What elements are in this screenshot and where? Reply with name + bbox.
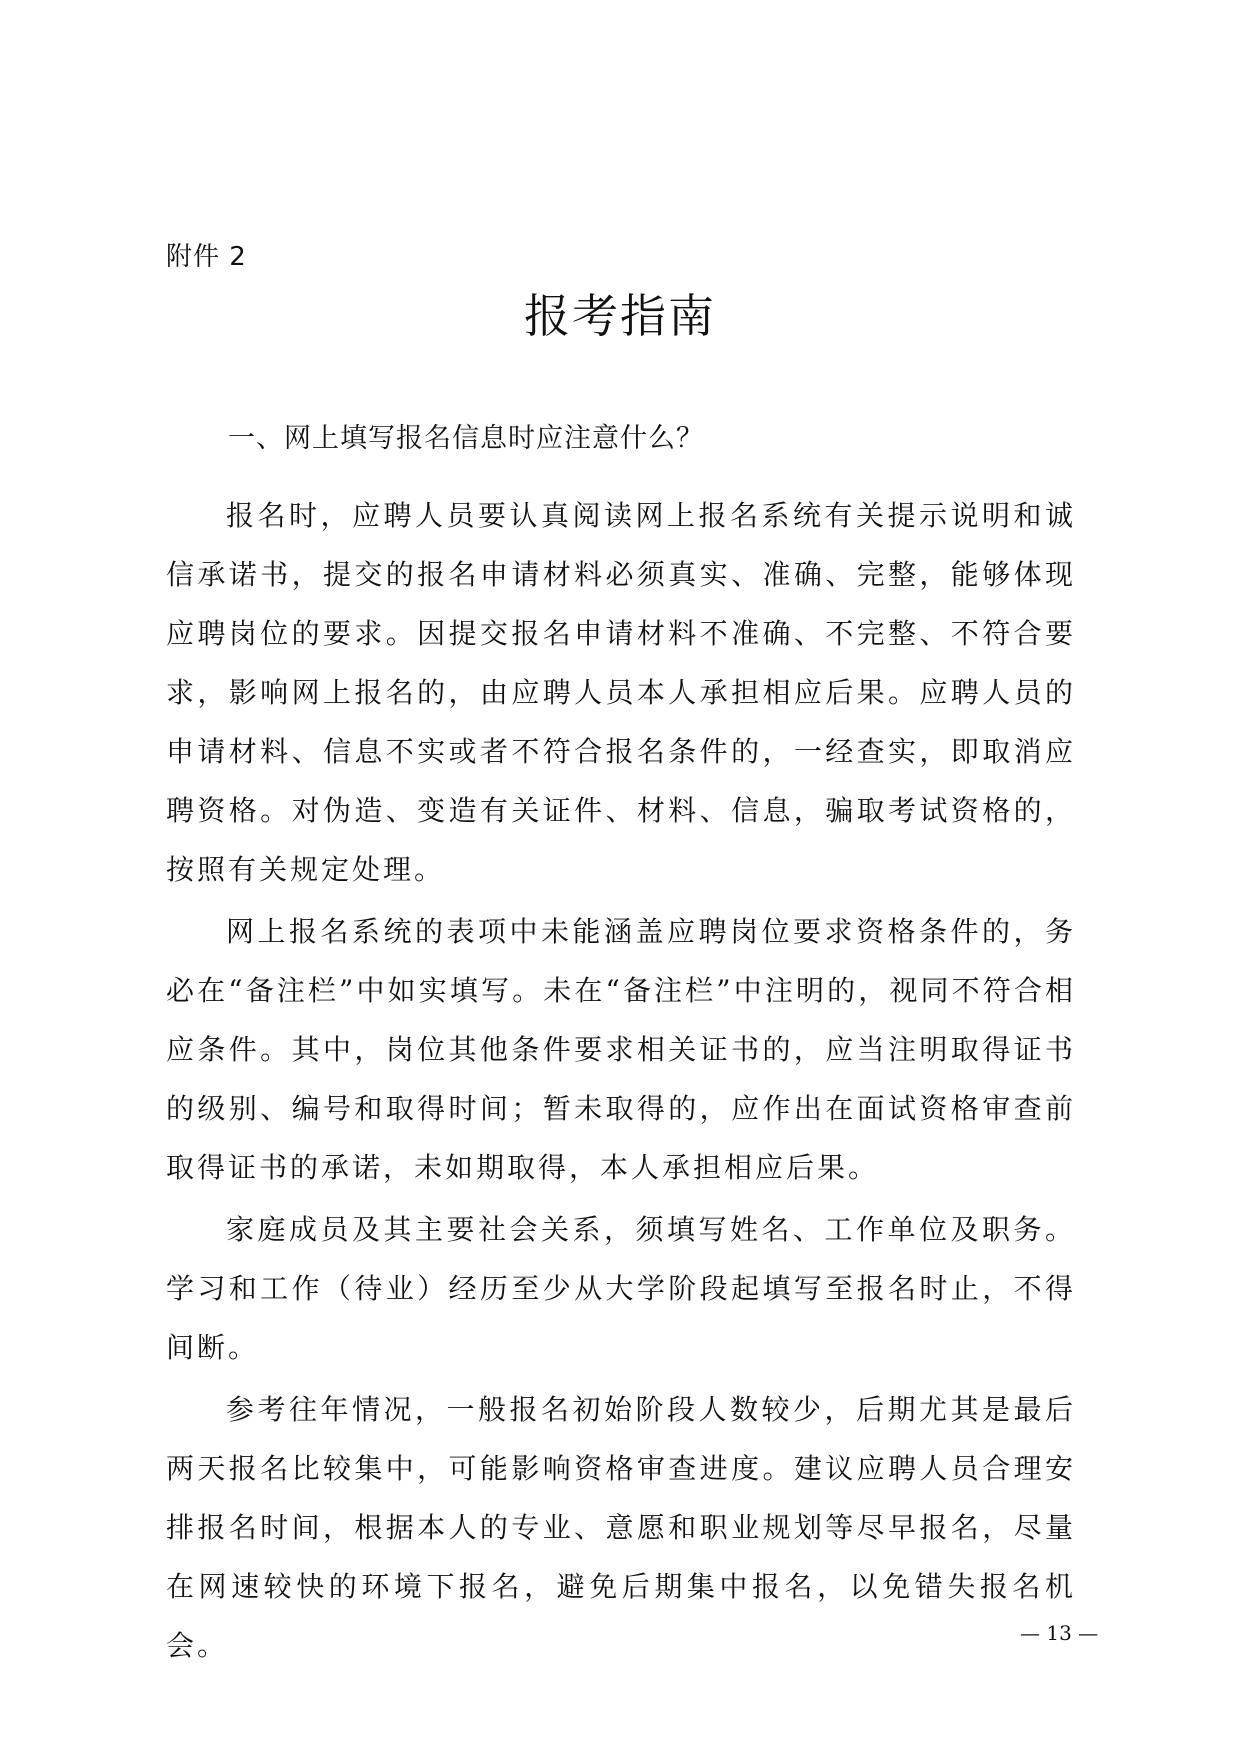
document-title: 报考指南 [524,289,716,343]
paragraph: 网上报名系统的表项中未能涵盖应聘岗位要求资格条件的，务必在“备注栏”中如实填写。未在“备注栏”中注明的，视同不符合相应条件。其中，岗位其他条件要求相关证书的，应当注明取得证书的级别、编号和取得时间；暂未取得的，应作出在面试资格审查前取得证书的承诺，未如期取得，本人承担相应后果。 [166,915,1076,1184]
document-body [166,420,1076,1678]
attachment-label: 附件 2 [166,242,247,272]
paragraph: 报名时，应聘人员要认真阅读网上报名系统有关提示说明和诚信承诺书，提交的报名申请材料必须真实、准确、完整，能够体现应聘岗位的要求。因提交报名申请材料不准确、不完整、不符合要求，影响网上报名的，由应聘人员本人承担相应后果。应聘人员的申请材料、信息不实或者不符合报名条件的，一经查实，即取消应聘资格。对伪造、变造有关证件、材料、信息，骗取考试资格的，按照有关规定处理。 [166,499,1076,886]
page-number: — 13 — [1020,1621,1099,1645]
paragraph: 家庭成员及其主要社会关系，须填写姓名、工作单位及职务。学习和工作（待业）经历至少从大学阶段起填写至报名时止，不得间断。 [166,1213,1076,1364]
section-heading: 一、网上填写报名信息时应注意什么？ [228,423,704,454]
paragraph: 参考往年情况，一般报名初始阶段人数较少，后期尤其是最后两天报名比较集中，可能影响资格审查进度。建议应聘人员合理安排报名时间，根据本人的专业、意愿和职业规划等尽早报名，尽量在网速较快的环境下报名，避免后期集中报名，以免错失报名机会。 [166,1393,1076,1662]
